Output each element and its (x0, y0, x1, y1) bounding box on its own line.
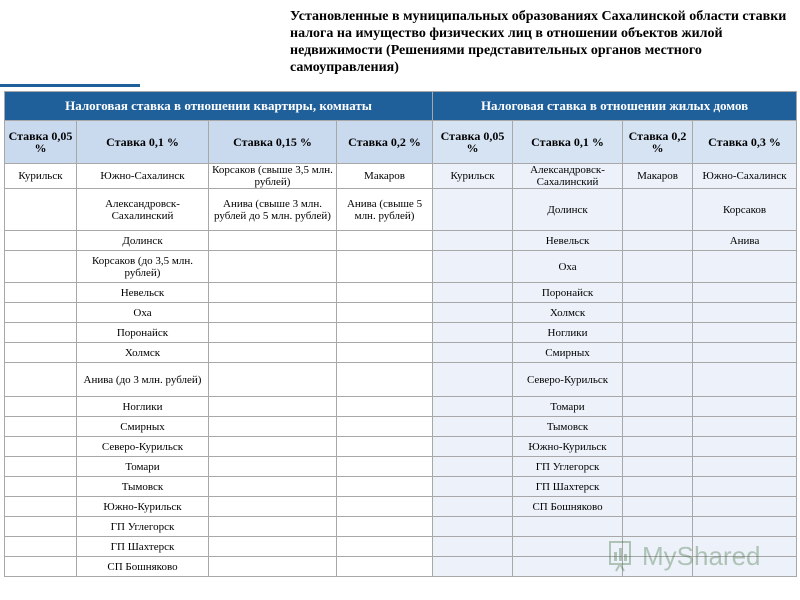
table-cell: Южно-Курильск (513, 437, 623, 457)
table-cell (5, 189, 77, 231)
table-cell: Оха (513, 251, 623, 283)
table-cell: Южно-Курильск (77, 497, 209, 517)
table-cell (433, 557, 513, 577)
table-cell: СП Бошняково (77, 557, 209, 577)
table-cell: Смирных (513, 343, 623, 363)
table-cell (5, 231, 77, 251)
table-cell (337, 363, 433, 397)
table-cell (623, 323, 693, 343)
table-cell (337, 477, 433, 497)
table-row (5, 303, 797, 323)
table-cell: Макаров (337, 164, 433, 189)
group-header-houses: Налоговая ставка в отношении жилых домов (433, 92, 797, 121)
table-row (5, 251, 797, 283)
table-cell (337, 437, 433, 457)
table-cell (209, 251, 337, 283)
column-header: Ставка 0,2 % (337, 121, 433, 164)
column-header: Ставка 0,05 % (433, 121, 513, 164)
table-cell: ГП Шахтерск (77, 537, 209, 557)
table-cell: Северо-Курильск (77, 437, 209, 457)
table-cell (623, 251, 693, 283)
table-cell (623, 303, 693, 323)
table-cell: Курильск (5, 164, 77, 189)
table-cell (209, 517, 337, 537)
table-cell (337, 231, 433, 251)
table-cell (623, 477, 693, 497)
table-cell (623, 437, 693, 457)
column-header: Ставка 0,3 % (693, 121, 797, 164)
table-cell (5, 557, 77, 577)
column-header: Ставка 0,05 % (5, 121, 77, 164)
group-header-apartments: Налоговая ставка в отношении квартиры, комнаты (5, 92, 433, 121)
table-cell (337, 397, 433, 417)
table-cell (623, 231, 693, 251)
table-cell (693, 417, 797, 437)
table-cell: Холмск (77, 343, 209, 363)
table-cell (337, 251, 433, 283)
table-cell (209, 303, 337, 323)
table-cell (5, 303, 77, 323)
table-cell (693, 477, 797, 497)
table-cell: Ноглики (77, 397, 209, 417)
table-cell: Корсаков (до 3,5 млн. рублей) (77, 251, 209, 283)
table-cell (693, 397, 797, 417)
table-cell (433, 363, 513, 397)
table-cell (623, 189, 693, 231)
table-cell (337, 343, 433, 363)
table-cell: Анива (свыше 3 млн. рублей до 5 млн. рублей) (209, 189, 337, 231)
table-cell (623, 283, 693, 303)
table-cell (5, 517, 77, 537)
table-cell (433, 537, 513, 557)
table-cell (209, 537, 337, 557)
table-cell (209, 397, 337, 417)
table-body (5, 164, 797, 577)
table-cell (433, 397, 513, 417)
table-cell (693, 437, 797, 457)
table-cell: Оха (77, 303, 209, 323)
table-cell (623, 517, 693, 537)
column-header: Ставка 0,1 % (513, 121, 623, 164)
table-cell (337, 417, 433, 437)
table-cell: Тымовск (77, 477, 209, 497)
table-cell (433, 417, 513, 437)
table-cell (693, 251, 797, 283)
watermark (608, 536, 768, 576)
table-cell (5, 283, 77, 303)
table-row (5, 397, 797, 417)
table-row (5, 417, 797, 437)
table-cell: Невельск (77, 283, 209, 303)
table-cell (337, 557, 433, 577)
table-cell: Поронайск (77, 323, 209, 343)
table-cell: Анива (693, 231, 797, 251)
table-cell: Тымовск (513, 417, 623, 437)
table-row (5, 437, 797, 457)
table-cell (693, 303, 797, 323)
table-cell (5, 457, 77, 477)
table-cell: Южно-Сахалинск (693, 164, 797, 189)
table-cell (623, 343, 693, 363)
table-cell (209, 477, 337, 497)
table-cell: Южно-Сахалинск (77, 164, 209, 189)
table-cell (5, 363, 77, 397)
table-row (5, 363, 797, 397)
table-cell (209, 457, 337, 477)
table-cell (693, 283, 797, 303)
table-cell (693, 517, 797, 537)
table-row (5, 283, 797, 303)
table-row (5, 343, 797, 363)
table-cell (209, 283, 337, 303)
table-cell: Александровск-Сахалинский (513, 164, 623, 189)
table-cell (623, 397, 693, 417)
table-cell (337, 457, 433, 477)
tax-rates-table (4, 91, 797, 577)
table-cell (5, 251, 77, 283)
table-cell (433, 343, 513, 363)
table-cell: Макаров (623, 164, 693, 189)
table-cell: ГП Углегорск (513, 457, 623, 477)
table-cell: Александровск-Сахалинский (77, 189, 209, 231)
table-cell: Корсаков (693, 189, 797, 231)
table-cell (693, 497, 797, 517)
table-cell (433, 497, 513, 517)
table-cell (693, 363, 797, 397)
table-cell: Холмск (513, 303, 623, 323)
table-cell (433, 517, 513, 537)
table-cell (433, 303, 513, 323)
table-cell: Долинск (513, 189, 623, 231)
table-cell: Долинск (77, 231, 209, 251)
table-cell (433, 189, 513, 231)
table-cell (433, 437, 513, 457)
table-cell: Невельск (513, 231, 623, 251)
table-cell: ГП Углегорск (77, 517, 209, 537)
table-cell: ГП Шахтерск (513, 477, 623, 497)
table-cell (337, 497, 433, 517)
table-row (5, 189, 797, 231)
table-cell (433, 283, 513, 303)
table-cell (209, 231, 337, 251)
table-cell (209, 497, 337, 517)
table-cell (5, 397, 77, 417)
table-row (5, 323, 797, 343)
table-cell (5, 417, 77, 437)
table-cell (337, 517, 433, 537)
table-cell (693, 323, 797, 343)
table-cell (513, 537, 623, 557)
table-cell: Ноглики (513, 323, 623, 343)
table-cell (513, 557, 623, 577)
page-title: Установленные в муниципальных образованиях Сахалинской области ставки налога на имущество физических лиц в отношении объектов жилой недвижимости (Решениями представительных органов местного самоуправления) (290, 9, 787, 75)
table-cell: Анива (свыше 5 млн. рублей) (337, 189, 433, 231)
table-cell (337, 283, 433, 303)
column-header: Ставка 0,1 % (77, 121, 209, 164)
table-cell (433, 457, 513, 477)
table-cell (5, 437, 77, 457)
table-cell (693, 343, 797, 363)
table-cell (623, 457, 693, 477)
table-cell: СП Бошняково (513, 497, 623, 517)
column-header: Ставка 0,15 % (209, 121, 337, 164)
table-row (5, 164, 797, 189)
column-header: Ставка 0,2 % (623, 121, 693, 164)
table-cell (433, 251, 513, 283)
table-cell (5, 537, 77, 557)
table-cell: Северо-Курильск (513, 363, 623, 397)
table-cell (209, 417, 337, 437)
table-cell (513, 517, 623, 537)
table-cell (337, 537, 433, 557)
table-cell (337, 323, 433, 343)
table-cell (433, 323, 513, 343)
table-cell: Корсаков (свыше 3,5 млн. рублей) (209, 164, 337, 189)
table-cell: Анива (до 3 млн. рублей) (77, 363, 209, 397)
table-cell (5, 497, 77, 517)
watermark-text: MyShared (642, 540, 761, 571)
table-cell (337, 303, 433, 323)
table-cell (693, 457, 797, 477)
table-cell (623, 417, 693, 437)
presentation-icon (608, 540, 638, 572)
table-cell (433, 477, 513, 497)
table-cell (209, 557, 337, 577)
table-cell: Томари (77, 457, 209, 477)
table-cell: Курильск (433, 164, 513, 189)
table-row (5, 457, 797, 477)
table-cell (5, 343, 77, 363)
table-cell (209, 323, 337, 343)
table-cell (623, 363, 693, 397)
table-cell (433, 231, 513, 251)
table-row (5, 517, 797, 537)
table-row (5, 497, 797, 517)
table-cell: Смирных (77, 417, 209, 437)
table-cell (5, 323, 77, 343)
table-cell (623, 497, 693, 517)
accent-bar (0, 84, 140, 87)
table-cell: Поронайск (513, 283, 623, 303)
table-cell (5, 477, 77, 497)
table-cell (209, 343, 337, 363)
table-cell (209, 363, 337, 397)
table-cell (209, 437, 337, 457)
table-row (5, 477, 797, 497)
table-cell: Томари (513, 397, 623, 417)
table-row (5, 231, 797, 251)
